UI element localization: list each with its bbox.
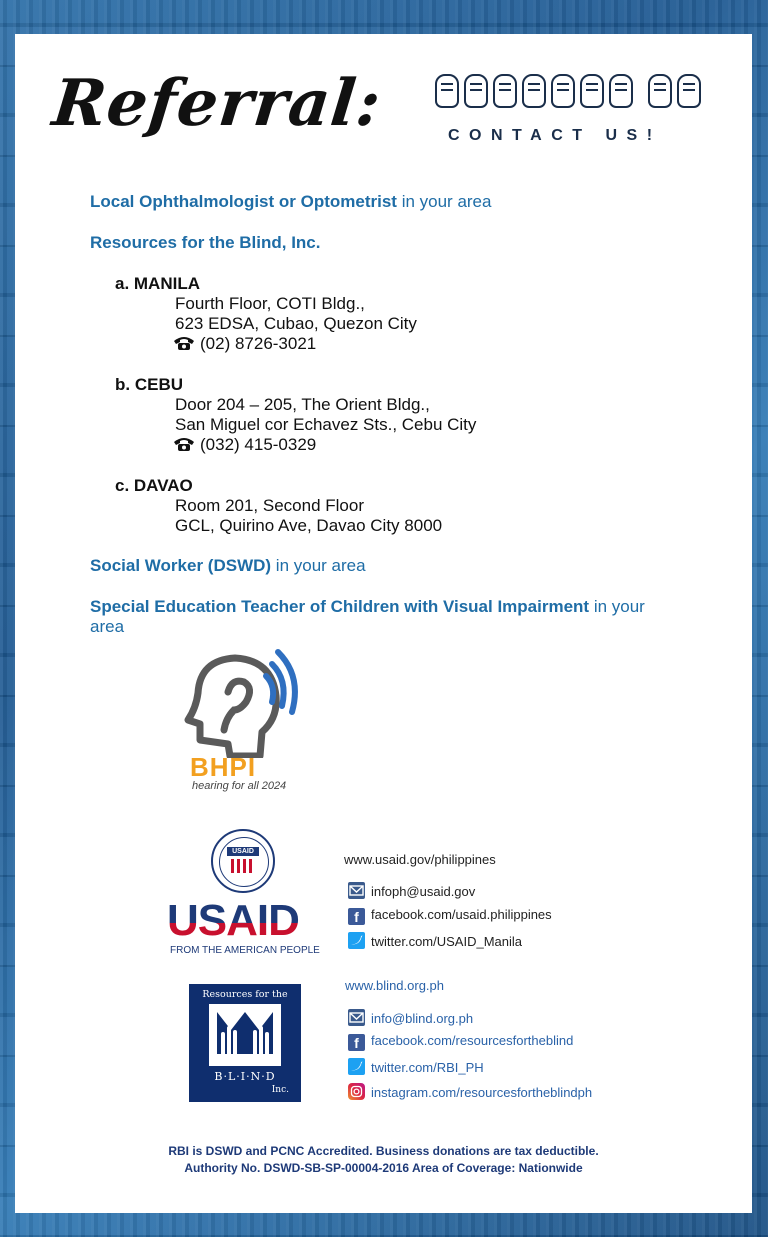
facebook-icon: f bbox=[348, 1034, 365, 1051]
instagram-icon bbox=[348, 1083, 365, 1100]
social-worker-line bbox=[90, 556, 366, 576]
usaid-email-row[interactable] bbox=[348, 882, 475, 899]
usaid-email: infoph@usaid.gov bbox=[371, 884, 476, 899]
manila-phone: (02) 8726-3021 bbox=[200, 334, 317, 353]
sped-line2: area bbox=[90, 617, 125, 636]
rbi-twitter-row[interactable] bbox=[348, 1058, 484, 1075]
usaid-seal-text: USAID bbox=[227, 847, 259, 856]
davao-address-line1: Room 201, Second Floor bbox=[175, 496, 364, 515]
rbi-website[interactable]: www.blind.org.ph bbox=[345, 978, 444, 993]
rbi-heading: Resources for the Blind, Inc. bbox=[90, 233, 321, 252]
footer-accreditation: RBI is DSWD and PCNC Accredited. Business donations are tax deductible. bbox=[168, 1144, 599, 1158]
usaid-website[interactable]: www.usaid.gov/philippines bbox=[344, 852, 496, 867]
contact-us-heading: CONTACT US! bbox=[448, 127, 662, 144]
rbi-email-row[interactable] bbox=[348, 1009, 473, 1026]
social-worker-suffix: in your area bbox=[271, 556, 366, 575]
social-worker-label: Social Worker (DSWD) bbox=[90, 556, 272, 575]
usaid-twitter: twitter.com/USAID_Manila bbox=[371, 934, 522, 949]
email-icon bbox=[348, 882, 365, 899]
rbi-facebook: facebook.com/resourcesfortheblind bbox=[371, 1033, 574, 1048]
footer-authority: Authority No. DSWD-SB-SP-00004-2016 Area of Coverage: Nationwide bbox=[184, 1161, 583, 1175]
rbi-logo bbox=[189, 984, 301, 1102]
rbi-logo-inc: Inc. bbox=[271, 1085, 289, 1095]
facebook-icon: f bbox=[348, 908, 365, 925]
usaid-tagline: FROM THE AMERICAN PEOPLE bbox=[170, 945, 320, 956]
sped-label: Special Education Teacher of Children with Visual Impairment bbox=[90, 597, 590, 616]
ophthalmologist-line bbox=[90, 192, 491, 212]
rbi-instagram: instagram.com/resourcesfortheblindph bbox=[371, 1085, 593, 1100]
rbi-logo-word: B·L·I·N·D bbox=[214, 1070, 276, 1083]
usaid-wordmark-text: USAID bbox=[167, 896, 299, 945]
rbi-hands-icon bbox=[209, 1004, 281, 1066]
usaid-seal-icon bbox=[211, 829, 275, 893]
twitter-icon bbox=[348, 932, 365, 949]
sped-line bbox=[90, 597, 645, 617]
rbi-email: info@blind.org.ph bbox=[371, 1011, 474, 1026]
usaid-facebook: facebook.com/usaid.philippines bbox=[371, 907, 552, 922]
manila-phone-row bbox=[173, 334, 316, 354]
cebu-address-line1: Door 204 – 205, The Orient Bldg., bbox=[175, 395, 430, 414]
cebu-phone-row bbox=[173, 435, 316, 455]
phone-icon bbox=[173, 335, 195, 351]
rbi-facebook-row[interactable] bbox=[348, 1033, 573, 1051]
head-sound-waves-icon bbox=[180, 648, 300, 758]
manila-address-line2: 623 EDSA, Cubao, Quezon City bbox=[175, 314, 417, 333]
cebu-phone: (032) 415-0329 bbox=[200, 435, 317, 454]
sped-suffix: in your bbox=[589, 597, 645, 616]
davao-label: c. DAVAO bbox=[115, 476, 193, 495]
page-title: Referral: bbox=[49, 66, 385, 141]
rbi-logo-top: Resources for the bbox=[202, 989, 288, 1000]
davao-address-line2: GCL, Quirino Ave, Davao City 8000 bbox=[175, 516, 443, 535]
phone-icon bbox=[173, 436, 195, 452]
usaid-facebook-row[interactable] bbox=[348, 907, 552, 925]
bhpi-tagline: hearing for all 2024 bbox=[192, 780, 287, 792]
ophthalmologist-suffix: in your area bbox=[396, 192, 492, 211]
rbi-twitter: twitter.com/RBI_PH bbox=[371, 1060, 484, 1075]
cebu-label: b. CEBU bbox=[115, 375, 183, 394]
bhpi-wordmark: BHPI bbox=[190, 752, 257, 782]
manila-label: a. MANILA bbox=[115, 274, 200, 293]
usaid-wordmark bbox=[167, 896, 299, 945]
referral-card bbox=[15, 34, 752, 1213]
email-icon bbox=[348, 1009, 365, 1026]
rbi-instagram-row[interactable] bbox=[348, 1083, 592, 1100]
usaid-logo bbox=[165, 829, 330, 959]
bhpi-logo bbox=[180, 648, 300, 798]
manila-address-line1: Fourth Floor, COTI Bldg., bbox=[175, 294, 365, 313]
usaid-twitter-row[interactable] bbox=[348, 932, 522, 949]
sign-language-hands-icon bbox=[435, 74, 701, 108]
ophthalmologist-label: Local Ophthalmologist or Optometrist bbox=[90, 192, 397, 211]
twitter-icon bbox=[348, 1058, 365, 1075]
cebu-address-line2: San Miguel cor Echavez Sts., Cebu City bbox=[175, 415, 477, 434]
